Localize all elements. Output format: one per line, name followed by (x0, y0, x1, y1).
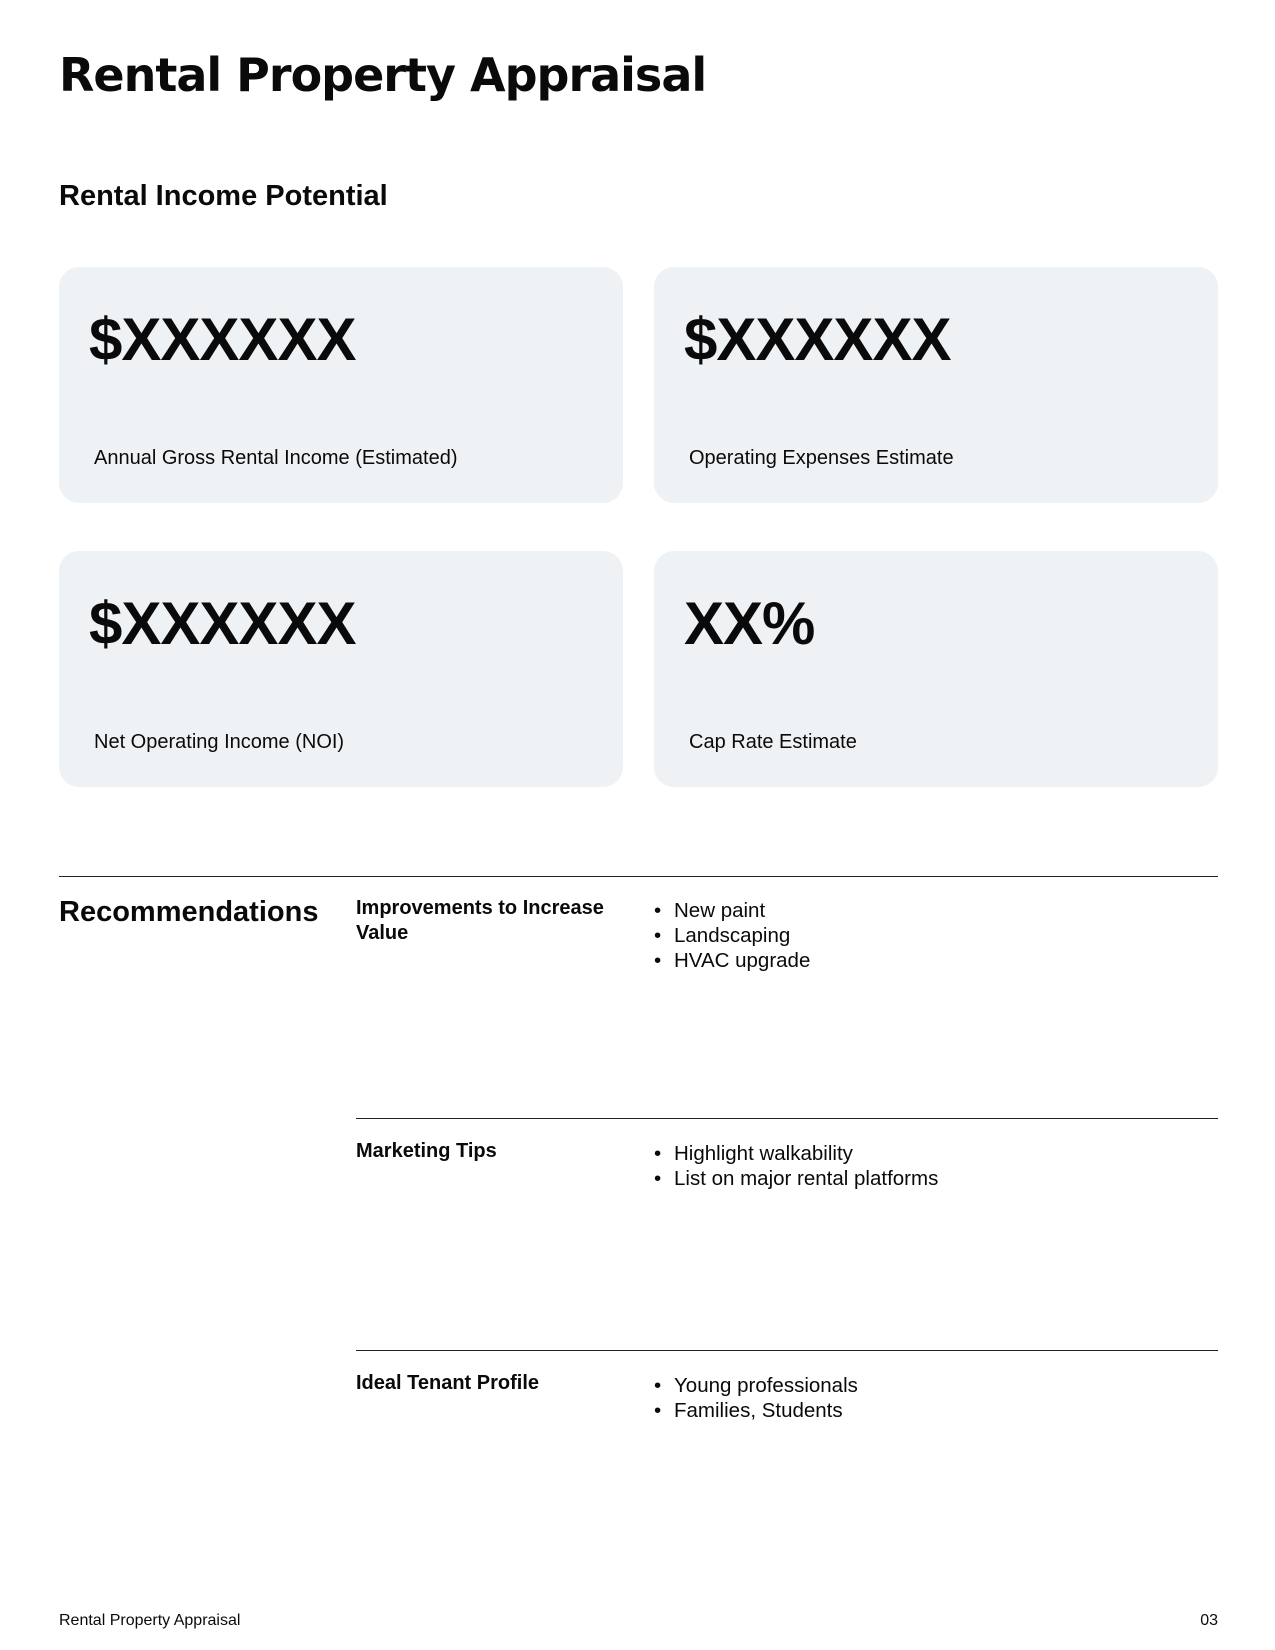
annual-gross-income-card (59, 267, 623, 503)
card-label: Annual Gross Rental Income (Estimated) (94, 447, 458, 469)
list-item: • Landscaping (654, 923, 810, 948)
card-value: $XXXXXX (89, 590, 356, 657)
recommendation-list (654, 898, 810, 973)
page-title: Rental Property Appraisal (59, 48, 707, 102)
net-operating-income-card (59, 551, 623, 787)
card-label: Cap Rate Estimate (689, 731, 857, 753)
recommendations-heading: Recommendations (59, 896, 319, 928)
list-item: • List on major rental platforms (654, 1166, 938, 1191)
list-item: • Highlight walkability (654, 1141, 938, 1166)
card-value: XX% (684, 590, 815, 657)
section-title: Rental Income Potential (59, 180, 388, 212)
recommendation-list (654, 1373, 858, 1423)
footer-title: Rental Property Appraisal (59, 1612, 241, 1629)
list-item: • Families, Students (654, 1398, 858, 1423)
card-label: Operating Expenses Estimate (689, 447, 954, 469)
recommendation-label: Improvements to Increase Value (356, 897, 604, 944)
list-item: • New paint (654, 898, 810, 923)
card-label: Net Operating Income (NOI) (94, 731, 345, 753)
list-item: • HVAC upgrade (654, 948, 810, 973)
recommendation-label: Marketing Tips (356, 1140, 497, 1162)
card-value: $XXXXXX (89, 306, 356, 373)
operating-expenses-card (654, 267, 1218, 503)
recommendation-row-marketing (356, 1118, 1218, 1348)
page-number: 03 (1200, 1612, 1218, 1629)
list-item: • Young professionals (654, 1373, 858, 1398)
card-value: $XXXXXX (684, 306, 951, 373)
recommendation-row-tenant-profile (356, 1350, 1218, 1580)
cap-rate-card (654, 551, 1218, 787)
recommendation-list (654, 1141, 938, 1191)
recommendation-row-improvements (356, 876, 1218, 1116)
recommendation-label: Ideal Tenant Profile (356, 1372, 539, 1394)
